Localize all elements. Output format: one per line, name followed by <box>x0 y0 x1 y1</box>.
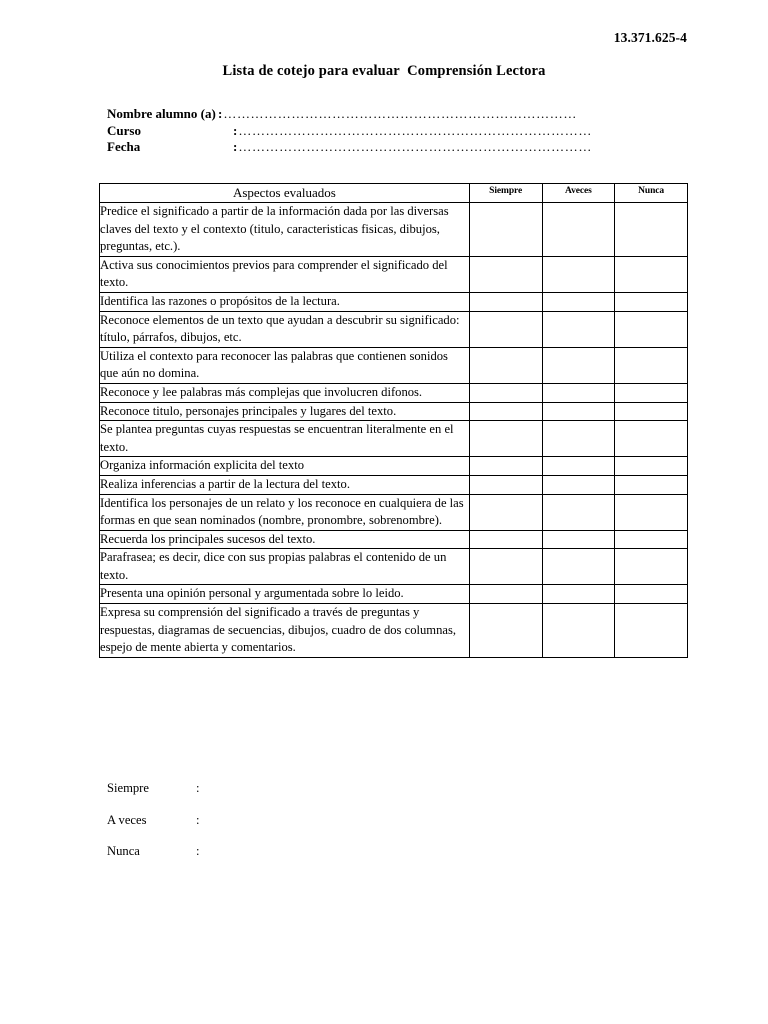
student-form <box>107 106 627 156</box>
table-row <box>100 549 688 585</box>
checkbox-cell-aveces[interactable] <box>542 311 615 347</box>
checkbox-cell-nunca[interactable] <box>615 494 688 530</box>
aspect-cell: Organiza información explicita del texto <box>100 457 470 476</box>
legend-label: Nunca <box>107 844 140 858</box>
table-row <box>100 457 688 476</box>
checkbox-cell-nunca[interactable] <box>615 421 688 457</box>
aspect-cell: Activa sus conocimientos previos para comprender el significado del texto. <box>100 256 470 292</box>
form-field-input-line[interactable]: …………………………………………………………………… <box>238 139 592 154</box>
checkbox-cell-siempre[interactable] <box>469 203 542 257</box>
checkbox-cell-aveces[interactable] <box>542 604 615 658</box>
aspect-cell: Presenta una opinión personal y argumentada sobre lo leido. <box>100 585 470 604</box>
checkbox-cell-siempre[interactable] <box>469 402 542 421</box>
legend-colon: : <box>196 781 200 795</box>
form-field-label: Nombre alumno (a) <box>107 106 216 121</box>
aspect-cell: Reconoce titulo, personajes principales y lugares del texto. <box>100 402 470 421</box>
checkbox-cell-siempre[interactable] <box>469 421 542 457</box>
aspect-cell: Recuerda los principales sucesos del texto. <box>100 530 470 549</box>
table-row <box>100 530 688 549</box>
checkbox-cell-aveces[interactable] <box>542 457 615 476</box>
checkbox-cell-nunca[interactable] <box>615 256 688 292</box>
checkbox-cell-nunca[interactable] <box>615 347 688 383</box>
aspect-cell: Reconoce elementos de un texto que ayudan a descubrir su significado: título, párrafos, dibujos, etc. <box>100 311 470 347</box>
form-field-label: Fecha <box>107 139 141 154</box>
checkbox-cell-nunca[interactable] <box>615 530 688 549</box>
aspect-cell: Utiliza el contexto para reconocer las palabras que contienen sonidos que aún no domina. <box>100 347 470 383</box>
form-field-colon: : <box>233 139 238 154</box>
checkbox-cell-nunca[interactable] <box>615 604 688 658</box>
legend-label: A veces <box>107 812 147 827</box>
checkbox-cell-aveces[interactable] <box>542 402 615 421</box>
aspect-cell: Parafrasea; es decir, dice con sus propias palabras el contenido de un texto. <box>100 549 470 585</box>
form-field-input-line[interactable]: …………………………………………………………………… <box>238 122 592 138</box>
aspect-cell: Expresa su comprensión del significado a través de preguntas y respuestas, diagramas de secuencias, dibujos, cuadro de dos columnas, espejo de mente abierta y comentarios. <box>100 604 470 658</box>
checkbox-cell-siempre[interactable] <box>469 530 542 549</box>
form-field-row <box>107 139 627 156</box>
table-header <box>100 184 688 203</box>
legend-label: Siempre <box>107 781 149 795</box>
table-row <box>100 383 688 402</box>
column-header-aspects: Aspectos evaluados <box>100 184 470 203</box>
column-header-aveces: Aveces <box>542 184 615 203</box>
table-row <box>100 347 688 383</box>
checkbox-cell-nunca[interactable] <box>615 311 688 347</box>
table-row <box>100 585 688 604</box>
form-field-input-line[interactable]: …………………………………………………………………… <box>223 106 577 121</box>
table-row <box>100 256 688 292</box>
form-field-colon: : <box>233 122 238 138</box>
aspect-cell: Realiza inferencias a partir de la lectura del texto. <box>100 475 470 494</box>
table-row <box>100 402 688 421</box>
checkbox-cell-siempre[interactable] <box>469 311 542 347</box>
column-header-nunca: Nunca <box>615 184 688 203</box>
checkbox-cell-siempre[interactable] <box>469 292 542 311</box>
table-row <box>100 604 688 658</box>
checkbox-cell-nunca[interactable] <box>615 549 688 585</box>
checkbox-cell-nunca[interactable] <box>615 585 688 604</box>
checkbox-cell-siempre[interactable] <box>469 256 542 292</box>
checkbox-cell-aveces[interactable] <box>542 383 615 402</box>
table-row <box>100 494 688 530</box>
checkbox-cell-siempre[interactable] <box>469 457 542 476</box>
aspect-cell: Identifica los personajes de un relato y los reconoce en cualquiera de las formas en que sean nominados (nombre, pronombre, sobrenombre). <box>100 494 470 530</box>
aspect-cell: Identifica las razones o propósitos de la lectura. <box>100 292 470 311</box>
page-title: Lista de cotejo para evaluar Comprensión Lectora <box>222 63 546 79</box>
document-id-number: 13.371.625-4 <box>613 30 687 45</box>
legend-colon: : <box>196 812 200 827</box>
checkbox-cell-aveces[interactable] <box>542 347 615 383</box>
checkbox-cell-siempre[interactable] <box>469 604 542 658</box>
aspect-cell: Reconoce y lee palabras más complejas que involucren difonos. <box>100 383 470 402</box>
form-field-colon: : <box>218 106 223 121</box>
legend-row <box>107 780 407 812</box>
table-row <box>100 203 688 257</box>
checkbox-cell-siempre[interactable] <box>469 549 542 585</box>
checkbox-cell-nunca[interactable] <box>615 292 688 311</box>
legend-colon: : <box>196 844 200 858</box>
aspect-cell: Se plantea preguntas cuyas respuestas se encuentran literalmente en el texto. <box>100 421 470 457</box>
checkbox-cell-aveces[interactable] <box>542 530 615 549</box>
checkbox-cell-nunca[interactable] <box>615 402 688 421</box>
table-row <box>100 475 688 494</box>
checkbox-cell-nunca[interactable] <box>615 383 688 402</box>
checkbox-cell-aveces[interactable] <box>542 292 615 311</box>
table-row <box>100 311 688 347</box>
checkbox-cell-nunca[interactable] <box>615 203 688 257</box>
checkbox-cell-siempre[interactable] <box>469 347 542 383</box>
checkbox-cell-siempre[interactable] <box>469 585 542 604</box>
table-row <box>100 421 688 457</box>
table-row <box>100 292 688 311</box>
checkbox-cell-siempre[interactable] <box>469 475 542 494</box>
form-field-label: Curso <box>107 122 141 138</box>
table-body <box>100 203 688 658</box>
checkbox-cell-aveces[interactable] <box>542 421 615 457</box>
table-header-row <box>100 184 688 203</box>
checkbox-cell-aveces[interactable] <box>542 494 615 530</box>
checkbox-cell-siempre[interactable] <box>469 383 542 402</box>
column-header-siempre: Siempre <box>469 184 542 203</box>
form-field-row <box>107 123 627 140</box>
evaluation-checklist-table <box>99 183 688 658</box>
legend-row <box>107 812 407 844</box>
rating-scale-legend <box>107 780 407 875</box>
checkbox-cell-aveces[interactable] <box>542 549 615 585</box>
legend-row <box>107 843 407 875</box>
checkbox-cell-nunca[interactable] <box>615 475 688 494</box>
checkbox-cell-siempre[interactable] <box>469 494 542 530</box>
checkbox-cell-aveces[interactable] <box>542 203 615 257</box>
checkbox-cell-nunca[interactable] <box>615 457 688 476</box>
checkbox-cell-aveces[interactable] <box>542 256 615 292</box>
checkbox-cell-aveces[interactable] <box>542 475 615 494</box>
form-field-row <box>107 106 627 123</box>
aspect-cell: Predice el significado a partir de la información dada por las diversas claves del texto y el contexto (titulo, caracteristicas fisicas, dibujos, preguntas, etc.). <box>100 203 470 257</box>
checkbox-cell-aveces[interactable] <box>542 585 615 604</box>
